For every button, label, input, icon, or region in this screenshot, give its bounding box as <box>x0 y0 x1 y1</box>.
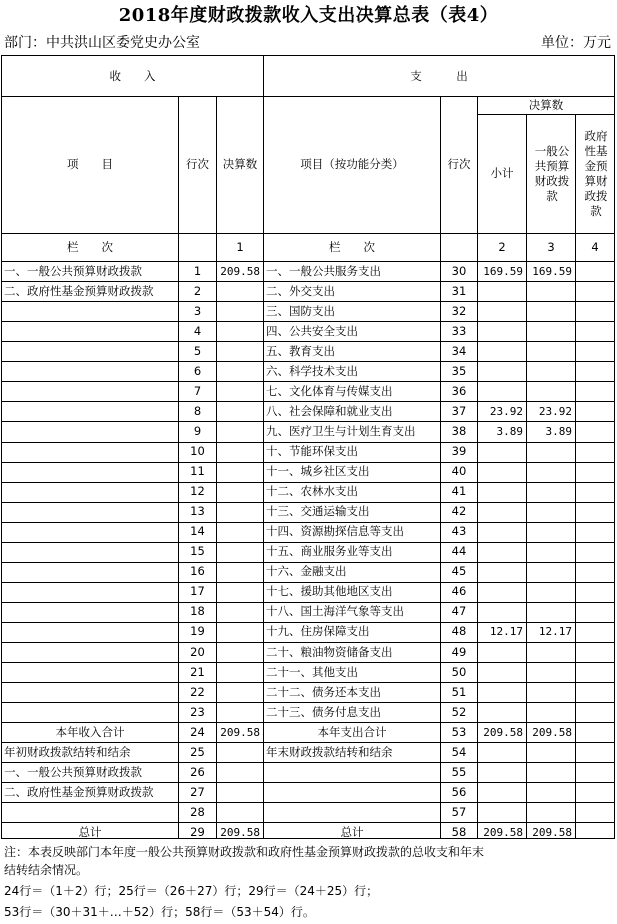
income-item-cell <box>2 642 178 662</box>
income-item-cell: 年初财政拨款结转和结余 <box>4 744 131 759</box>
income-row-no-cell: 6 <box>193 363 202 378</box>
expenditure-item-cell: 年末财政拨款结转和结余 <box>266 744 393 759</box>
income-item-cell <box>2 482 178 502</box>
unit-label: 单位：万元 <box>541 35 611 51</box>
income-item-cell <box>2 361 178 381</box>
expenditure-general-budget-cell <box>527 381 575 401</box>
expenditure-row-no-cell: 31 <box>451 283 467 298</box>
expenditure-item-cell: 十二、农林水支出 <box>266 484 358 499</box>
income-row-no-cell: 9 <box>193 423 202 438</box>
expenditure-general-budget-cell <box>527 682 575 702</box>
income-amount-cell <box>217 401 263 421</box>
expenditure-gov-fund-cell <box>576 782 614 802</box>
income-row-no-cell: 2 <box>193 283 202 298</box>
expenditure-gov-fund-cell <box>576 261 614 281</box>
income-row-no-cell: 8 <box>193 403 202 418</box>
income-amount-cell <box>217 442 263 462</box>
expenditure-item-cell: 十三、交通运输支出 <box>266 504 370 519</box>
expenditure-subtotal-cell: 3.89 <box>496 424 523 438</box>
income-item-cell <box>2 622 178 642</box>
report-title: 2018年度财政拨款收入支出决算总表（表4） <box>118 5 499 26</box>
income-row-no-cell: 17 <box>190 584 205 599</box>
column-label-fund: 4 <box>591 240 599 254</box>
income-amount-cell <box>217 381 263 401</box>
expenditure-item-cell: 二十一、其他支出 <box>266 664 358 679</box>
income-amount-cell <box>217 782 263 802</box>
header-subtotal: 小计 <box>490 166 514 180</box>
expenditure-gov-fund-cell <box>576 702 614 722</box>
income-row-no-cell: 21 <box>190 664 205 679</box>
income-row-no-cell: 26 <box>190 764 205 779</box>
expenditure-gov-fund-cell <box>576 442 614 462</box>
income-amount-cell <box>217 301 263 321</box>
expenditure-general-budget-cell: 209.58 <box>532 725 572 739</box>
expenditure-gov-fund-cell <box>576 742 614 762</box>
expenditure-row-no-cell: 40 <box>451 464 467 479</box>
expenditure-general-budget-cell: 209.58 <box>532 825 572 839</box>
income-amount-cell <box>217 482 263 502</box>
expenditure-row-no-cell: 35 <box>451 363 467 378</box>
expenditure-subtotal-cell <box>478 802 526 822</box>
expenditure-subtotal-cell: 23.92 <box>489 404 523 418</box>
income-amount-cell <box>217 321 263 341</box>
income-item-cell <box>2 542 178 562</box>
expenditure-gov-fund-cell <box>576 361 614 381</box>
expenditure-general-budget-cell <box>527 341 575 361</box>
expenditure-gov-fund-cell <box>576 662 614 682</box>
report-table <box>1 55 615 839</box>
income-item-cell: 二、政府性基金预算财政拨款 <box>4 283 154 298</box>
expenditure-item-cell: 四、公共安全支出 <box>266 323 358 338</box>
expenditure-gov-fund-cell <box>576 462 614 482</box>
expenditure-general-budget-cell <box>527 462 575 482</box>
expenditure-item-cell: 五、教育支出 <box>266 343 335 358</box>
expenditure-gov-fund-cell <box>576 602 614 622</box>
income-amount-cell <box>217 642 263 662</box>
income-row-no-cell: 5 <box>193 343 202 358</box>
expenditure-general-budget-cell <box>527 321 575 341</box>
expenditure-row-no-cell: 54 <box>451 744 467 759</box>
expenditure-row-no-cell: 56 <box>451 784 467 799</box>
expenditure-subtotal-cell <box>478 482 526 502</box>
expenditure-item-cell: 十八、国土海洋气象等支出 <box>266 604 404 619</box>
expenditure-item-cell: 一、一般公共服务支出 <box>266 263 381 278</box>
expenditure-subtotal-cell <box>478 562 526 582</box>
header-row-no-2: 行次 <box>447 157 471 171</box>
expenditure-general-budget-cell <box>527 802 575 822</box>
expenditure-item-cell: 九、医疗卫生与计划生育支出 <box>266 423 416 438</box>
header-item-by-function: 项目（按功能分类） <box>300 157 404 171</box>
footnote-line: 53行＝（30＋31＋…＋52）行；58行＝（53＋54）行。 <box>4 905 315 919</box>
expenditure-gov-fund-cell <box>576 502 614 522</box>
expenditure-item-cell: 二十二、债务还本支出 <box>266 684 381 699</box>
expenditure-general-budget-cell: 169.59 <box>532 264 572 278</box>
expenditure-row-no-cell: 45 <box>451 564 467 579</box>
header-row-no: 行次 <box>186 157 209 171</box>
expenditure-row-no-cell: 53 <box>451 724 467 739</box>
expenditure-row-no-cell: 36 <box>451 383 467 398</box>
income-item-cell <box>2 381 178 401</box>
expenditure-row-no-cell: 32 <box>451 303 467 318</box>
column-label-gen: 3 <box>547 240 555 254</box>
header-gov-fund: 政府性基金预算财政拨款 <box>584 128 608 218</box>
expenditure-general-budget-cell <box>527 782 575 802</box>
expenditure-general-budget-cell <box>527 582 575 602</box>
expenditure-row-no-cell: 41 <box>451 484 467 499</box>
expenditure-general-budget-cell <box>527 642 575 662</box>
expenditure-general-budget-cell <box>527 281 575 301</box>
income-item-cell <box>2 602 178 622</box>
expenditure-item-cell: 总计 <box>340 824 364 839</box>
expenditure-item-cell: 十一、城乡社区支出 <box>266 464 370 479</box>
income-item-cell <box>2 662 178 682</box>
income-amount-cell <box>217 341 263 361</box>
expenditure-row-no-cell: 51 <box>451 684 467 699</box>
income-amount-cell <box>217 682 263 702</box>
expenditure-row-no-cell: 44 <box>451 544 467 559</box>
income-item-cell <box>2 421 178 441</box>
footnote-line: 24行＝（1＋2）行；25行＝（26＋27）行；29行＝（24＋25）行； <box>4 884 379 898</box>
expenditure-general-budget-cell <box>527 522 575 542</box>
income-item-cell <box>2 301 178 321</box>
expenditure-row-no-cell: 58 <box>451 824 467 839</box>
income-item-cell <box>2 401 178 421</box>
expenditure-gov-fund-cell <box>576 562 614 582</box>
expenditure-gov-fund-cell <box>576 381 614 401</box>
department-label: 部门：中共洪山区委党史办公室 <box>4 35 200 51</box>
expenditure-row-no-cell: 46 <box>451 584 467 599</box>
expenditure-row-no-cell: 47 <box>451 604 467 619</box>
income-row-no-cell: 10 <box>190 444 205 459</box>
expenditure-gov-fund-cell <box>576 762 614 782</box>
expenditure-subtotal-cell <box>478 281 526 301</box>
header-general-budget: 一般公共预算财政拨款 <box>534 143 570 203</box>
income-item-cell <box>2 321 178 341</box>
expenditure-item-cell: 十四、资源勘探信息等支出 <box>266 524 404 539</box>
expenditure-item-cell: 十九、住房保障支出 <box>266 624 370 639</box>
expenditure-subtotal-cell <box>478 742 526 762</box>
expenditure-row-no-cell: 34 <box>451 343 467 358</box>
income-item-cell <box>2 702 178 722</box>
expenditure-general-budget-cell <box>527 542 575 562</box>
income-row-no-cell: 25 <box>190 744 205 759</box>
header-expenditure: 支 出 <box>410 68 468 83</box>
expenditure-subtotal-cell <box>478 502 526 522</box>
expenditure-row-no-cell: 50 <box>451 664 467 679</box>
income-row-no-cell: 1 <box>193 263 202 278</box>
expenditure-gov-fund-cell <box>576 682 614 702</box>
expenditure-subtotal-cell <box>478 341 526 361</box>
expenditure-general-budget-cell <box>527 502 575 522</box>
expenditure-general-budget-cell <box>527 442 575 462</box>
expenditure-subtotal-cell <box>478 321 526 341</box>
expenditure-row-no-cell: 55 <box>451 764 467 779</box>
income-row-no-cell: 24 <box>190 724 205 739</box>
income-amount-cell <box>217 281 263 301</box>
income-item-cell <box>2 502 178 522</box>
expenditure-gov-fund-cell <box>576 542 614 562</box>
expenditure-row-no-cell: 38 <box>451 423 467 438</box>
income-row-no-cell: 22 <box>190 684 205 699</box>
expenditure-gov-fund-cell <box>576 482 614 502</box>
income-row-no-cell: 13 <box>190 504 205 519</box>
expenditure-gov-fund-cell <box>576 401 614 421</box>
expenditure-item-cell: 十六、金融支出 <box>266 564 347 579</box>
expenditure-row-no-cell: 57 <box>451 804 467 819</box>
column-label-expenditure: 栏 次 <box>329 240 375 254</box>
income-row-no-cell: 14 <box>190 524 205 539</box>
income-amount-cell <box>217 602 263 622</box>
income-item-cell <box>2 582 178 602</box>
expenditure-general-budget-cell <box>527 361 575 381</box>
expenditure-subtotal-cell <box>478 662 526 682</box>
expenditure-row-no-cell: 39 <box>451 444 467 459</box>
expenditure-general-budget-cell <box>527 762 575 782</box>
expenditure-subtotal-cell <box>478 522 526 542</box>
income-row-no-cell: 11 <box>190 464 205 479</box>
income-row-no-cell: 27 <box>190 784 205 799</box>
expenditure-item-cell: 本年支出合计 <box>317 724 387 739</box>
income-row-no-cell: 16 <box>190 564 205 579</box>
expenditure-row-no-cell: 49 <box>451 644 467 659</box>
income-amount-cell: 209.58 <box>220 264 260 278</box>
expenditure-gov-fund-cell <box>576 622 614 642</box>
expenditure-general-budget-cell: 23.92 <box>538 404 572 418</box>
income-row-no-cell: 23 <box>190 704 205 719</box>
expenditure-subtotal-cell <box>478 462 526 482</box>
expenditure-subtotal-cell: 209.58 <box>483 725 523 739</box>
expenditure-item-cell: 十、节能环保支出 <box>266 444 358 459</box>
expenditure-item-cell <box>264 782 440 802</box>
expenditure-gov-fund-cell <box>576 321 614 341</box>
header-final-accounts: 决算数 <box>528 97 564 112</box>
expenditure-general-budget-cell: 3.89 <box>545 424 572 438</box>
income-item-cell <box>2 562 178 582</box>
income-amount-cell <box>217 662 263 682</box>
expenditure-item-cell: 六、科学技术支出 <box>266 363 358 378</box>
income-row-no-cell: 7 <box>193 383 202 398</box>
expenditure-gov-fund-cell <box>576 281 614 301</box>
income-amount-cell <box>217 762 263 782</box>
expenditure-item-cell: 十七、援助其他地区支出 <box>266 584 393 599</box>
column-label-sub: 2 <box>498 240 506 254</box>
income-amount-cell <box>217 622 263 642</box>
expenditure-gov-fund-cell <box>576 421 614 441</box>
income-amount-cell <box>217 802 263 822</box>
column-label-in-amt: 1 <box>236 240 244 254</box>
expenditure-subtotal-cell <box>478 782 526 802</box>
footnote-line: 注：本表反映部门本年度一般公共预算财政拨款和政府性基金预算财政拨款的总收支和年末 <box>4 845 485 859</box>
income-row-no-cell: 20 <box>190 644 205 659</box>
expenditure-row-no-cell: 37 <box>451 403 467 418</box>
expenditure-subtotal-cell: 12.17 <box>489 625 523 639</box>
expenditure-general-budget-cell <box>527 702 575 722</box>
expenditure-gov-fund-cell <box>576 802 614 822</box>
expenditure-subtotal-cell <box>478 642 526 662</box>
expenditure-general-budget-cell <box>527 301 575 321</box>
expenditure-subtotal-cell <box>478 582 526 602</box>
income-item-cell <box>2 341 178 361</box>
expenditure-row-no-cell: 43 <box>451 524 467 539</box>
expenditure-subtotal-cell <box>478 702 526 722</box>
expenditure-item-cell: 八、社会保障和就业支出 <box>266 403 393 418</box>
income-item-cell <box>2 442 178 462</box>
income-item-cell <box>2 682 178 702</box>
expenditure-general-budget-cell <box>527 562 575 582</box>
income-row-no-cell: 18 <box>190 604 205 619</box>
expenditure-row-no-cell: 52 <box>451 704 467 719</box>
income-amount-cell <box>217 702 263 722</box>
expenditure-gov-fund-cell <box>576 722 614 742</box>
income-amount-cell <box>217 582 263 602</box>
expenditure-gov-fund-cell <box>576 341 614 361</box>
income-row-no-cell: 19 <box>190 624 205 639</box>
income-row-no-cell: 3 <box>193 303 202 318</box>
income-item-cell: 一、一般公共预算财政拨款 <box>4 263 142 278</box>
income-amount-cell <box>217 421 263 441</box>
expenditure-item-cell <box>264 802 440 822</box>
expenditure-row-no-cell: 30 <box>451 263 467 278</box>
expenditure-subtotal-cell <box>478 602 526 622</box>
expenditure-item-cell: 二十三、债务付息支出 <box>266 704 381 719</box>
expenditure-general-budget-cell <box>527 662 575 682</box>
header-final-amount: 决算数 <box>222 157 258 171</box>
expenditure-general-budget-cell: 12.17 <box>538 625 572 639</box>
income-amount-cell <box>217 361 263 381</box>
expenditure-general-budget-cell <box>527 602 575 622</box>
expenditure-gov-fund-cell <box>576 822 614 842</box>
expenditure-subtotal-cell <box>478 361 526 381</box>
expenditure-subtotal-cell <box>478 682 526 702</box>
income-amount-cell: 209.58 <box>220 825 260 839</box>
expenditure-general-budget-cell <box>527 742 575 762</box>
expenditure-item-cell: 七、文化体育与传媒支出 <box>266 383 393 398</box>
expenditure-gov-fund-cell <box>576 642 614 662</box>
expenditure-item-cell: 三、国防支出 <box>266 303 335 318</box>
expenditure-subtotal-cell <box>478 301 526 321</box>
column-label-income: 栏 次 <box>67 240 113 254</box>
expenditure-row-no-cell: 33 <box>451 323 467 338</box>
income-row-no-cell: 4 <box>193 323 202 338</box>
income-item-cell: 二、政府性基金预算财政拨款 <box>4 784 154 799</box>
expenditure-gov-fund-cell <box>576 301 614 321</box>
income-row-no-cell: 29 <box>190 824 205 839</box>
expenditure-subtotal-cell <box>478 762 526 782</box>
expenditure-item-cell: 二、外交支出 <box>266 283 335 298</box>
income-row-no-cell: 12 <box>190 484 205 499</box>
income-item-cell <box>2 522 178 542</box>
income-row-no-cell: 28 <box>190 804 205 819</box>
expenditure-item-cell: 十五、商业服务业等支出 <box>266 544 393 559</box>
income-amount-cell <box>217 562 263 582</box>
income-item-cell <box>2 802 178 822</box>
income-amount-cell <box>217 742 263 762</box>
expenditure-item-cell: 二十、粮油物资储备支出 <box>266 644 393 659</box>
expenditure-row-no-cell: 48 <box>451 624 467 639</box>
income-amount-cell: 209.58 <box>220 725 260 739</box>
income-item-cell <box>2 462 178 482</box>
expenditure-general-budget-cell <box>527 482 575 502</box>
expenditure-subtotal-cell <box>478 542 526 562</box>
expenditure-subtotal-cell: 169.59 <box>483 264 523 278</box>
income-amount-cell <box>217 462 263 482</box>
expenditure-subtotal-cell <box>478 381 526 401</box>
expenditure-gov-fund-cell <box>576 522 614 542</box>
expenditure-gov-fund-cell <box>576 582 614 602</box>
header-item: 项 目 <box>67 157 113 171</box>
header-income: 收 入 <box>109 68 156 83</box>
expenditure-subtotal-cell <box>478 442 526 462</box>
income-item-cell: 一、一般公共预算财政拨款 <box>4 764 142 779</box>
footnote-line: 结转结余情况。 <box>4 863 89 877</box>
expenditure-row-no-cell: 42 <box>451 504 467 519</box>
income-row-no-cell: 15 <box>190 544 205 559</box>
income-item-cell: 本年收入合计 <box>55 724 125 739</box>
income-amount-cell <box>217 522 263 542</box>
income-amount-cell <box>217 542 263 562</box>
income-amount-cell <box>217 502 263 522</box>
expenditure-subtotal-cell: 209.58 <box>483 825 523 839</box>
expenditure-item-cell <box>264 762 440 782</box>
income-item-cell: 总计 <box>78 824 102 839</box>
